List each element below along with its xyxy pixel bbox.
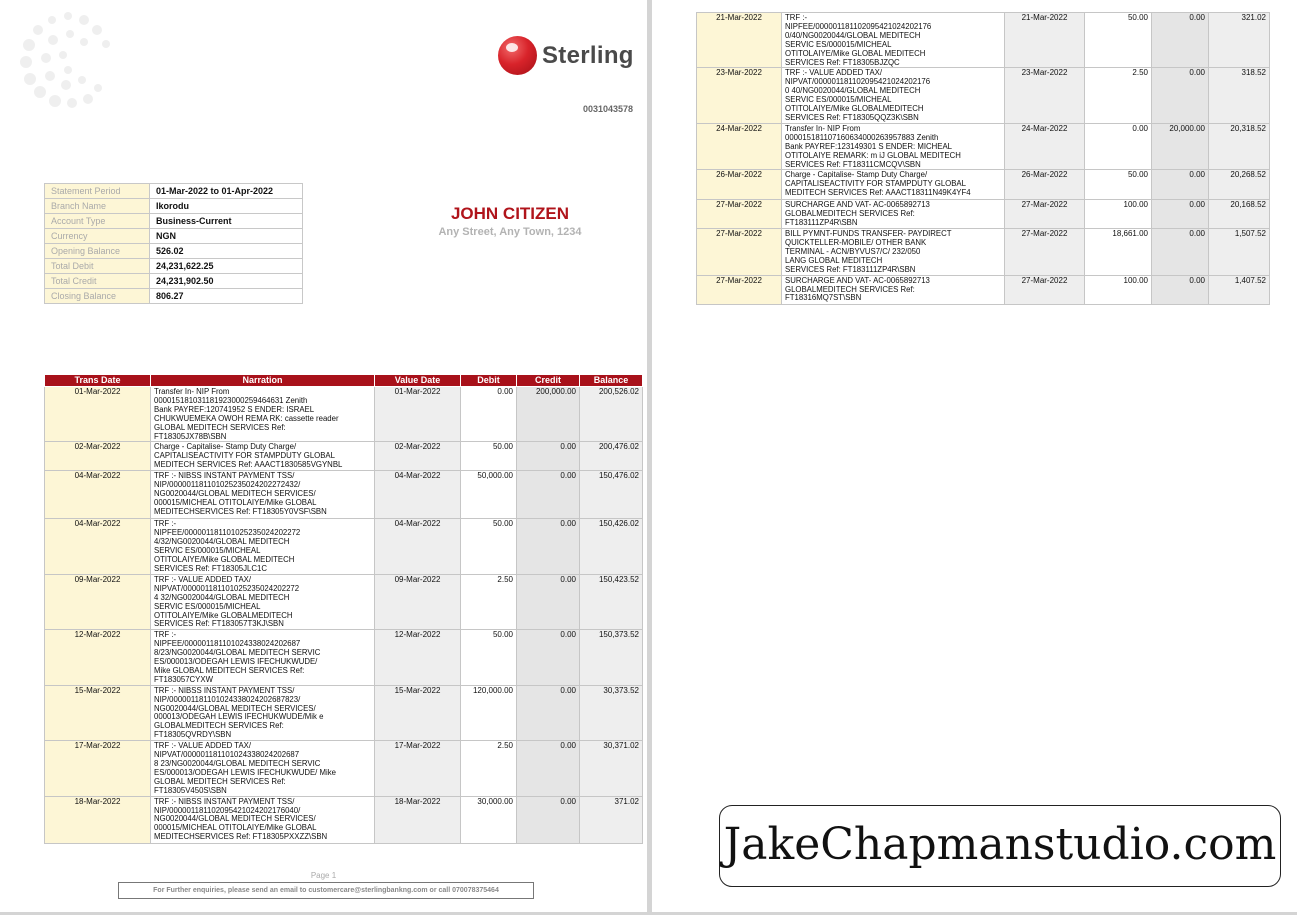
summary-value: 24,231,902.50 — [150, 274, 303, 289]
table-row — [697, 123, 1270, 170]
summary-label: Statement Period — [45, 184, 150, 199]
table-row — [45, 685, 643, 740]
narration: TRF :- NIPFEE/000001181101025235024202272 4/32/NG0020044/GLOBAL MEDITECH SERVIC ES/000015/MICHEAL OTITOLAIYE/Mike GLOBAL MEDITECH SERVICES Ref: FT18305JLC1C — [151, 519, 375, 574]
credit-amount: 0.00 — [1152, 275, 1209, 304]
credit-amount: 0.00 — [517, 471, 580, 519]
trans-date: 02-Mar-2022 — [45, 442, 151, 471]
watermark: JakeChapmanstudio.com — [719, 805, 1281, 887]
summary-label: Opening Balance — [45, 244, 150, 259]
balance-amount: 371.02 — [580, 796, 643, 843]
summary-label: Currency — [45, 229, 150, 244]
table-row — [697, 229, 1270, 276]
value-date: 18-Mar-2022 — [375, 796, 461, 843]
trans-date: 27-Mar-2022 — [697, 200, 782, 229]
summary-row — [45, 184, 303, 199]
debit-amount: 2.50 — [461, 574, 517, 629]
summary-value: 01-Mar-2022 to 01-Apr-2022 — [150, 184, 303, 199]
trans-date: 27-Mar-2022 — [697, 275, 782, 304]
trans-date: 15-Mar-2022 — [45, 685, 151, 740]
column-header: Debit — [461, 375, 517, 387]
debit-amount: 100.00 — [1085, 275, 1152, 304]
credit-amount: 0.00 — [517, 685, 580, 740]
narration: TRF :- VALUE ADDED TAX/ NIPVAT/000001181101024338024202687 8 23/NG0020044/GLOBAL MEDITECH SERVIC ES/000013/ODEGAH LEWIS IFECHUKWUDE/ Mike GLOBAL MEDITECH SERVICES Ref: FT18305V450S\SBN — [151, 741, 375, 796]
trans-date: 12-Mar-2022 — [45, 630, 151, 685]
credit-amount: 20,000.00 — [1152, 123, 1209, 170]
value-date: 02-Mar-2022 — [375, 442, 461, 471]
customer-block — [400, 204, 620, 238]
table-row — [45, 796, 643, 843]
narration: SURCHARGE AND VAT- AC-0065892713 GLOBALMEDITECH SERVICES Ref: FT183111ZP4R\SBN — [782, 200, 1005, 229]
balance-amount: 150,426.02 — [580, 519, 643, 574]
debit-amount: 0.00 — [461, 387, 517, 442]
summary-label: Account Type — [45, 214, 150, 229]
balance-amount: 200,526.02 — [580, 387, 643, 442]
summary-row — [45, 229, 303, 244]
debit-amount: 0.00 — [1085, 123, 1152, 170]
trans-date: 09-Mar-2022 — [45, 574, 151, 629]
column-header: Trans Date — [45, 375, 151, 387]
table-row — [45, 442, 643, 471]
statement-page-2 — [652, 0, 1297, 912]
credit-amount: 0.00 — [517, 796, 580, 843]
dots-logo-icon — [18, 10, 118, 110]
balance-amount: 318.52 — [1209, 68, 1270, 123]
balance-amount: 30,371.02 — [580, 741, 643, 796]
value-date: 04-Mar-2022 — [375, 519, 461, 574]
credit-amount: 0.00 — [1152, 170, 1209, 200]
narration: TRF :- VALUE ADDED TAX/ NIPVAT/000001181101025235024202272 4 32/NG0020044/GLOBAL MEDITECH SERVIC ES/000015/MICHEAL OTITOLAIYE/Mike GLOBALMEDITECH SERVICES Ref: FT183057T3KJ\SBN — [151, 574, 375, 629]
table-row — [45, 387, 643, 442]
narration: TRF :- NIPFEE/000001181102095421024202176 0/40/NG0020044/GLOBAL MEDITECH SERVIC ES/000015/MICHEAL OTITOLAIYE/Mike GLOBAL MEDITECH SERVICES Ref: FT18305BJZQC — [782, 13, 1005, 68]
balance-amount: 150,476.02 — [580, 471, 643, 519]
summary-label: Total Credit — [45, 274, 150, 289]
table-row — [45, 741, 643, 796]
narration: TRF :- VALUE ADDED TAX/ NIPVAT/000001181102095421024202176 0 40/NG0020044/GLOBAL MEDITECH SERVIC ES/000015/MICHEAL OTITOLAIYE/Mike GLOBALMEDITECH SERVICES Ref: FT18305QQZ3K\SBN — [782, 68, 1005, 123]
summary-value: 806.27 — [150, 289, 303, 304]
sterling-ball-icon — [498, 36, 537, 75]
trans-date: 27-Mar-2022 — [697, 229, 782, 276]
value-date: 24-Mar-2022 — [1005, 123, 1085, 170]
balance-amount: 20,168.52 — [1209, 200, 1270, 229]
summary-row — [45, 289, 303, 304]
value-date: 17-Mar-2022 — [375, 741, 461, 796]
value-date: 15-Mar-2022 — [375, 685, 461, 740]
summary-label: Total Debit — [45, 259, 150, 274]
account-summary — [44, 183, 303, 304]
page-number: Page 1 — [310, 871, 337, 880]
value-date: 01-Mar-2022 — [375, 387, 461, 442]
debit-amount: 50.00 — [461, 442, 517, 471]
table-row — [697, 13, 1270, 68]
credit-amount: 0.00 — [1152, 68, 1209, 123]
debit-amount: 2.50 — [461, 741, 517, 796]
summary-row — [45, 274, 303, 289]
balance-amount: 30,373.52 — [580, 685, 643, 740]
credit-amount: 0.00 — [1152, 13, 1209, 68]
account-number: 0031043578 — [582, 104, 633, 114]
column-header: Balance — [580, 375, 643, 387]
value-date: 27-Mar-2022 — [1005, 200, 1085, 229]
summary-row — [45, 214, 303, 229]
customer-name: JOHN CITIZEN — [450, 204, 570, 223]
table-row — [45, 574, 643, 629]
table-row — [45, 471, 643, 519]
value-date: 09-Mar-2022 — [375, 574, 461, 629]
balance-amount: 200,476.02 — [580, 442, 643, 471]
value-date: 04-Mar-2022 — [375, 471, 461, 519]
value-date: 26-Mar-2022 — [1005, 170, 1085, 200]
credit-amount: 200,000.00 — [517, 387, 580, 442]
trans-date: 04-Mar-2022 — [45, 519, 151, 574]
sterling-logo — [498, 36, 638, 78]
narration: TRF :- NIBSS INSTANT PAYMENT TSS/ NIP/000001181101024338024202687823/ NG0020044/GLOBAL MEDITECH SERVICES/ 000013/ODEGAH LEWIS IFECHUKWUDE/Mik e GLOBALMEDITECH SERVICES Ref: FT18305QVRDY\SBN — [151, 685, 375, 740]
bank-name: Sterling — [542, 42, 634, 69]
value-date: 27-Mar-2022 — [1005, 275, 1085, 304]
summary-label: Branch Name — [45, 199, 150, 214]
balance-amount: 321.02 — [1209, 13, 1270, 68]
statement-page-1 — [0, 0, 647, 912]
debit-amount: 18,661.00 — [1085, 229, 1152, 276]
debit-amount: 50,000.00 — [461, 471, 517, 519]
narration: BILL PYMNT-FUNDS TRANSFER- PAYDIRECT QUICKTELLER-MOBILE/ OTHER BANK TERMINAL - ACN/BYVUS7/C/ 232/050 LANG GLOBAL MEDITECH SERVICES Ref: FT183111ZP4R\SBN — [782, 229, 1005, 276]
credit-amount: 0.00 — [517, 630, 580, 685]
trans-date: 21-Mar-2022 — [697, 13, 782, 68]
summary-row — [45, 244, 303, 259]
narration: Charge - Capitalise- Stamp Duty Charge/ CAPITALISEACTIVITY FOR STAMPDUTY GLOBAL MEDITECH SERVICES Ref: AAACT1830585VGYNBL — [151, 442, 375, 471]
balance-amount: 1,507.52 — [1209, 229, 1270, 276]
debit-amount: 30,000.00 — [461, 796, 517, 843]
debit-amount: 50.00 — [461, 630, 517, 685]
summary-row — [45, 199, 303, 214]
table-row — [45, 630, 643, 685]
narration: SURCHARGE AND VAT- AC-0065892713 GLOBALMEDITECH SERVICES Ref: FT18316MQ7ST\SBN — [782, 275, 1005, 304]
debit-amount: 50.00 — [1085, 13, 1152, 68]
credit-amount: 0.00 — [1152, 229, 1209, 276]
balance-amount: 20,268.52 — [1209, 170, 1270, 200]
transactions-table — [44, 374, 643, 844]
credit-amount: 0.00 — [517, 519, 580, 574]
summary-value: Ikorodu — [150, 199, 303, 214]
summary-value: 24,231,622.25 — [150, 259, 303, 274]
trans-date: 26-Mar-2022 — [697, 170, 782, 200]
summary-value: NGN — [150, 229, 303, 244]
narration: TRF :- NIPFEE/000001181101024338024202687 8/23/NG0020044/GLOBAL MEDITECH SERVIC ES/000013/ODEGAH LEWIS IFECHUKWUDE/ Mike GLOBAL MEDITECH SERVICES Ref: FT183057CYXW — [151, 630, 375, 685]
table-row — [697, 68, 1270, 123]
balance-amount: 20,318.52 — [1209, 123, 1270, 170]
debit-amount: 50.00 — [461, 519, 517, 574]
narration: Charge - Capitalise- Stamp Duty Charge/ CAPITALISEACTIVITY FOR STAMPDUTY GLOBAL MEDITECH SERVICES Ref: AAACT18311N49K4YF4 — [782, 170, 1005, 200]
credit-amount: 0.00 — [1152, 200, 1209, 229]
summary-value: Business-Current — [150, 214, 303, 229]
balance-amount: 1,407.52 — [1209, 275, 1270, 304]
credit-amount: 0.00 — [517, 741, 580, 796]
credit-amount: 0.00 — [517, 442, 580, 471]
narration: TRF :- NIBSS INSTANT PAYMENT TSS/ NIP/000001181102095421024202176040/ NG0020044/GLOBAL MEDITECH SERVICES/ 000015/MICHEAL OTITOLAIYE/Mike GLOBAL MEDITECHSERVICES Ref: FT18305PXXZZ\SBN — [151, 796, 375, 843]
column-header: Credit — [517, 375, 580, 387]
trans-date: 18-Mar-2022 — [45, 796, 151, 843]
debit-amount: 50.00 — [1085, 170, 1152, 200]
table-row — [697, 170, 1270, 200]
table-row — [45, 519, 643, 574]
trans-date: 01-Mar-2022 — [45, 387, 151, 442]
enquiries-footer: For Further enquiries, please send an email to customercare@sterlingbankng.com or call 070078375464 — [118, 882, 534, 899]
table-row — [697, 275, 1270, 304]
column-header: Narration — [151, 375, 375, 387]
table-row — [697, 200, 1270, 229]
summary-label: Closing Balance — [45, 289, 150, 304]
trans-date: 23-Mar-2022 — [697, 68, 782, 123]
summary-value: 526.02 — [150, 244, 303, 259]
trans-date: 24-Mar-2022 — [697, 123, 782, 170]
trans-date: 04-Mar-2022 — [45, 471, 151, 519]
column-header: Value Date — [375, 375, 461, 387]
transactions-table-continued — [696, 12, 1270, 305]
debit-amount: 120,000.00 — [461, 685, 517, 740]
trans-date: 17-Mar-2022 — [45, 741, 151, 796]
narration: Transfer In- NIP From 000015181107160634000263957883 Zenith Bank PAYREF:123149301 S ENDER: MICHEAL OTITOLAIYE REMARK: m iJ GLOBAL MEDITECH SERVICES Ref: FT18311CMCQV\SBN — [782, 123, 1005, 170]
customer-address: Any Street, Any Town, 1234 — [438, 226, 582, 238]
value-date: 23-Mar-2022 — [1005, 68, 1085, 123]
balance-amount: 150,373.52 — [580, 630, 643, 685]
narration: Transfer In- NIP From 000015181031181923000259464631 Zenith Bank PAYREF:120741952 S ENDER: ISRAEL CHUKWUEMEKA OWOH REMA RK: cassette reader GLOBAL MEDITECH SERVICES Ref: FT18305JX78B\SBN — [151, 387, 375, 442]
value-date: 21-Mar-2022 — [1005, 13, 1085, 68]
debit-amount: 100.00 — [1085, 200, 1152, 229]
value-date: 27-Mar-2022 — [1005, 229, 1085, 276]
narration: TRF :- NIBSS INSTANT PAYMENT TSS/ NIP/000001181101025235024202272432/ NG0020044/GLOBAL MEDITECH SERVICES/ 000015/MICHEAL OTITOLAIYE/Mike GLOBAL MEDITECHSERVICES Ref: FT18305Y0VSF\SBN — [151, 471, 375, 519]
debit-amount: 2.50 — [1085, 68, 1152, 123]
credit-amount: 0.00 — [517, 574, 580, 629]
summary-row — [45, 259, 303, 274]
value-date: 12-Mar-2022 — [375, 630, 461, 685]
balance-amount: 150,423.52 — [580, 574, 643, 629]
